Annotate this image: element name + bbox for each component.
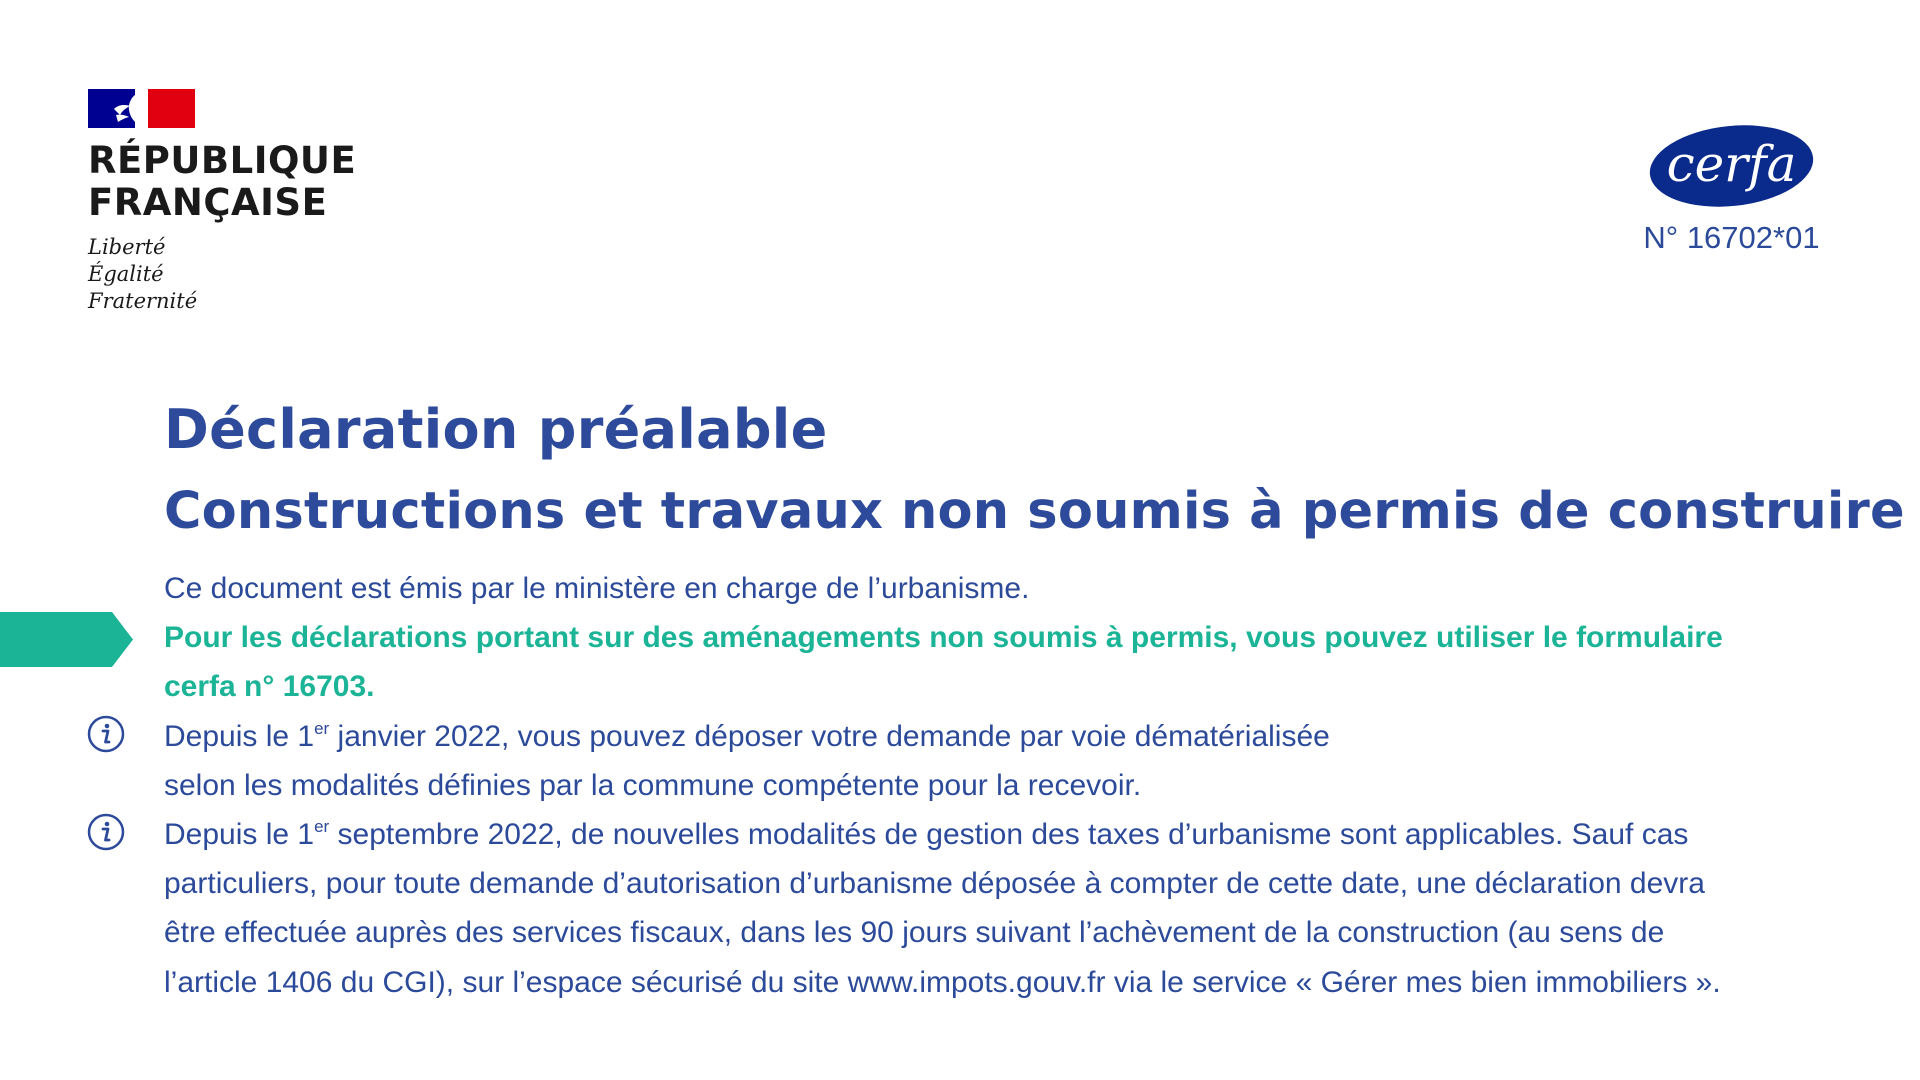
- info-1-line-1: [164, 712, 1330, 761]
- info-2-sup: er: [314, 817, 330, 836]
- info-1-line-2: selon les modalités définies par la commune compétente pour la recevoir.: [164, 769, 1142, 802]
- cerfa-logo: [1648, 124, 1815, 208]
- page-title: Déclaration préalable: [164, 398, 828, 461]
- info-2-line-3: être effectuée auprès des services fiscaux, dans les 90 jours suivant l’achèvement de la construction (au sens de: [164, 916, 1665, 949]
- intro-text: Ce document est émis par le ministère en charge de l’urbanisme.: [164, 572, 1030, 605]
- info-2-line-1: [164, 810, 1688, 859]
- info-2-line-4-text: l’article 1406 du CGI), sur l’espace sécurisé du site www.impots.gouv.fr via le service « Gérer mes bien immobiliers ».: [164, 966, 1721, 999]
- info-1-prefix: Depuis le 1: [164, 720, 315, 753]
- republique-line: RÉPUBLIQUE: [88, 139, 357, 182]
- highlight-line-1: Pour les déclarations portant sur des aménagements non soumis à permis, vous pouvez utiliser le formulaire: [164, 621, 1723, 654]
- motto: [88, 234, 356, 315]
- info-1-rest: janvier 2022, vous pouvez déposer votre demande par voie dématérialisée: [329, 720, 1330, 753]
- info-2-line-4: [164, 958, 1721, 1007]
- info-icon: [87, 715, 125, 753]
- info-2-line-2: particuliers, pour toute demande d’autorisation d’urbanisme déposée à compter de cette date, une déclaration devra: [164, 867, 1705, 900]
- info-2-prefix: Depuis le 1: [164, 818, 315, 851]
- info-icon: [87, 813, 125, 851]
- cerfa-logo-text: cerfa: [1666, 135, 1797, 193]
- motto-egalite: Égalité: [88, 262, 164, 286]
- francaise-line: FRANÇAISE: [88, 181, 328, 224]
- page-subtitle: Constructions et travaux non soumis à permis de construire: [164, 482, 1905, 541]
- motto-liberte: Liberté: [88, 235, 166, 259]
- highlight-line-2: cerfa n° 16703.: [164, 670, 375, 703]
- info-1-sup: er: [314, 719, 330, 738]
- republique-francaise-logo: [88, 89, 356, 315]
- cerfa-number: N° 16702*01: [1643, 220, 1820, 255]
- info-2-rest: septembre 2022, de nouvelles modalités de gestion des taxes d’urbanisme sont applicables. Sauf cas: [329, 818, 1689, 851]
- cerfa-block: [1634, 124, 1829, 256]
- arrow-marker-icon: [0, 612, 133, 667]
- motto-fraternite: Fraternité: [88, 289, 198, 313]
- marianne-flag-icon: [88, 89, 195, 128]
- republique-francaise-name: [88, 140, 356, 224]
